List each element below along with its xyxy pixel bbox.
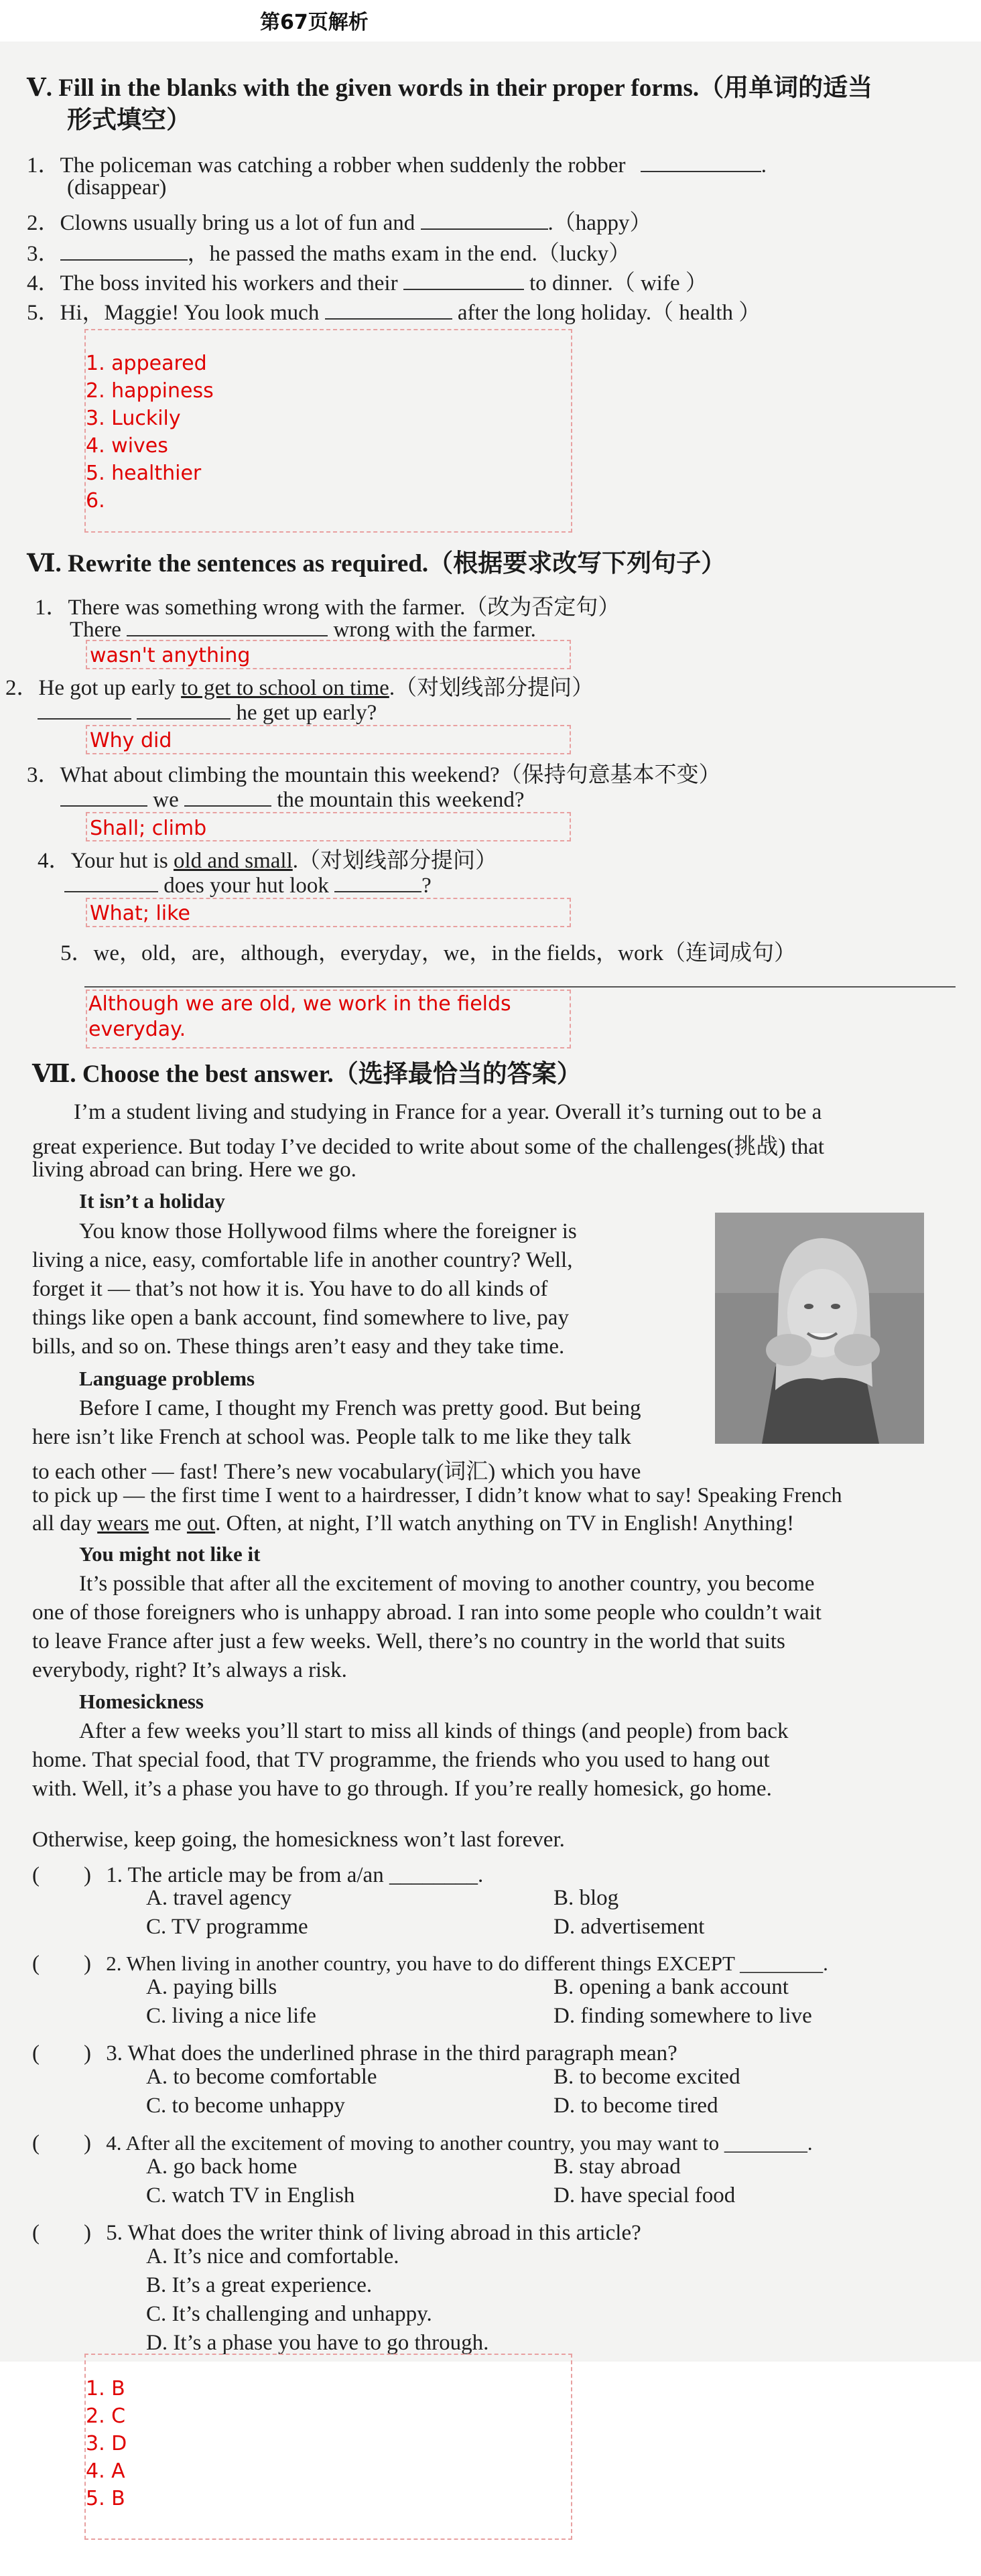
s6-answer-5-line-2: everyday. xyxy=(88,1018,186,1041)
s5-question-5 xyxy=(27,295,761,326)
s6-question-1: 1．There was something wrong with the farmer.（改为否定句） xyxy=(35,596,620,620)
reading-p2-line-1: Before I came, I thought my French was pretty good. But being xyxy=(79,1396,641,1420)
underlined-wears: wears xyxy=(97,1511,149,1536)
s5-q1-hint: (disappear) xyxy=(67,176,167,200)
s5-q1-blank xyxy=(641,153,761,172)
mc-q1-option-d: D. advertisement xyxy=(553,1915,705,1939)
s6-question-3: 3．What about climbing the mountain this weekend?（保持句意基本不变） xyxy=(27,763,721,787)
s5-q2-text: 2．Clowns usually bring us a lot of fun and xyxy=(27,211,415,235)
mc-q3-stem: 3. What does the underlined phrase in the third paragraph mean? xyxy=(106,2041,677,2065)
s7-answer-4: 4. A xyxy=(86,2459,125,2483)
reading-p1-line-1: You know those Hollywood films where the foreigner is xyxy=(79,1219,577,1243)
s7-answer-5: 5. B xyxy=(86,2487,125,2510)
s6-q4-prefix: 4．Your hut is xyxy=(38,849,174,873)
mc-q1-stem: 1. The article may be from a/an ________. xyxy=(106,1863,484,1887)
s6-question-2 xyxy=(5,670,594,701)
s5-answer-4: 4. wives xyxy=(86,434,168,458)
s5-q5-text: 5．Hi，Maggie! You look much xyxy=(27,301,320,325)
s6-answer-5 xyxy=(88,992,511,1042)
mc-q3-option-a: A. to become comfortable xyxy=(146,2065,377,2089)
reading-p1-line-3: forget it — that’s not how it is. You have to do all kinds of xyxy=(32,1277,548,1301)
mc-q2-paren: ( ) xyxy=(32,1952,91,1976)
s6-answer-4: What; like xyxy=(90,902,190,925)
reading-intro-line-1: I’m a student living and studying in France for a year. Overall it’s turning out to be a xyxy=(74,1100,822,1124)
mc-q4-paren: ( ) xyxy=(32,2131,91,2155)
reading-p1-line-4: things like open a bank account, find somewhere to live, pay xyxy=(32,1306,569,1330)
woman-photo xyxy=(715,1213,924,1444)
s6-answer-2: Why did xyxy=(90,729,172,752)
s6-q3-rest: the mountain this weekend? xyxy=(277,788,525,812)
reading-p2-line-5-c: . Often, at night, I’ll watch anything on TV in English! Anything! xyxy=(215,1511,795,1536)
s5-question-1: 1．The policeman was catching a robber when suddenly the robber . xyxy=(27,153,767,178)
s5-q1-text: 1．The policeman was catching a robber when suddenly the robber xyxy=(27,153,626,178)
s5-answer-5: 5. healthier xyxy=(86,462,202,485)
s7-answer-list xyxy=(86,2375,127,2512)
s5-answer-6: 6. xyxy=(86,489,105,513)
s6-q2-rest: he get up early? xyxy=(236,701,377,725)
s5-question-2 xyxy=(27,205,651,236)
underlined-out: out xyxy=(186,1511,216,1536)
reading-heading-homesickness: Homesickness xyxy=(79,1690,204,1713)
s5-q2-blank xyxy=(421,211,548,230)
reading-p4-line-3: with. Well, it’s a phase you have to go through. If you’re really homesick, go home. xyxy=(32,1777,772,1801)
reading-p2-line-5-b: me xyxy=(149,1511,187,1536)
s5-q4-blank xyxy=(403,271,524,290)
mc-q2-option-a: A. paying bills xyxy=(146,1975,277,1999)
reading-intro-line-3: living abroad can bring. Here we go. xyxy=(32,1158,356,1182)
mc-q5-option-a: A. It’s nice and comfortable. xyxy=(146,2244,399,2268)
s6-q2-answer-line xyxy=(38,701,377,726)
section-7-title: Ⅶ. Choose the best answer.（选择最恰当的答案） xyxy=(32,1061,582,1088)
s5-q4-hint: to dinner.（ wife ） xyxy=(529,271,708,295)
mc-q1-option-b: B. blog xyxy=(553,1886,619,1910)
mc-q4-stem: 4. After all the excitement of moving to another country, you may want to ________. xyxy=(106,2131,813,2155)
s6-q2-underlined: to get to school on time xyxy=(181,676,389,700)
s6-q3-blank-1 xyxy=(60,788,147,807)
s5-q5-hint: after the long holiday.（ health ） xyxy=(457,301,761,325)
mc-q5-option-c: C. It’s challenging and unhappy. xyxy=(146,2302,432,2326)
section-5-title-cont: 形式填空） xyxy=(67,107,191,134)
reading-p4-line-4: Otherwise, keep going, the homesickness won’t last forever. xyxy=(32,1828,565,1852)
reading-p3-line-3: to leave France after just a few weeks. Well, there’s no country in the world that suits xyxy=(32,1629,785,1653)
s6-q3-blank-2 xyxy=(184,788,271,807)
s7-answer-box xyxy=(84,2354,572,2540)
s7-answer-1: 1. B xyxy=(86,2377,125,2400)
s5-answer-2: 2. happiness xyxy=(86,379,214,403)
reading-p3-line-1: It’s possible that after all the excitement of moving to another country, you become xyxy=(79,1572,815,1596)
mc-q1-option-a: A. travel agency xyxy=(146,1886,292,1910)
mc-q2-option-d: D. finding somewhere to live xyxy=(553,2004,812,2028)
s5-q3-hint: ，he passed the maths exam in the end.（lucky） xyxy=(187,242,631,266)
s5-q4-text: 4．The boss invited his workers and their xyxy=(27,271,398,295)
s5-q3-text: 3． xyxy=(27,242,60,266)
reading-p3-line-4: everybody, right? It’s always a risk. xyxy=(32,1658,347,1682)
reading-p4-line-2: home. That special food, that TV programme, the friends who you used to hang out xyxy=(32,1748,770,1772)
s6-q2-suffix: .（对划线部分提问） xyxy=(389,676,594,700)
reading-p3-line-2: one of those foreigners who is unhappy abroad. I ran into some people who couldn’t wait xyxy=(32,1601,822,1625)
mc-question-3 xyxy=(32,2035,677,2067)
mc-q2-stem: 2. When living in another country, you have to do different things EXCEPT ________. xyxy=(106,1952,828,1975)
reading-p2-line-4: to pick up — the first time I went to a hairdresser, I didn’t know what to say! Speaking French xyxy=(32,1483,842,1507)
s6-q1-rest: wrong with the farmer. xyxy=(333,618,536,642)
woman-photo-illustration xyxy=(715,1213,924,1444)
s6-q4-blank-1 xyxy=(64,874,158,892)
reading-p2-line-5-a: all day xyxy=(32,1511,98,1536)
section-5-title: Ⅴ. Fill in the blanks with the given words in their proper forms.（用单词的适当 xyxy=(27,74,873,102)
mc-q4-option-d: D. have special food xyxy=(553,2183,736,2208)
reading-heading-holiday: It isn’t a holiday xyxy=(79,1189,225,1213)
s5-question-3 xyxy=(27,236,631,267)
s6-question-5: 5．we，old，are，although，everyday，we，in the fields，work（连词成句） xyxy=(60,941,796,965)
page-title: 第67页解析 xyxy=(260,11,369,34)
mc-q3-option-d: D. to become tired xyxy=(553,2094,718,2118)
s6-question-4 xyxy=(38,843,497,874)
s6-q2-prefix: 2．He got up early xyxy=(5,676,182,700)
s5-q5-blank xyxy=(325,301,452,320)
reading-p2-line-3: to each other — fast! There’s new vocabulary(词汇) which you have xyxy=(32,1460,641,1484)
mc-q3-option-b: B. to become excited xyxy=(553,2065,740,2089)
reading-p2-line-5 xyxy=(32,1511,794,1536)
mc-q4-option-b: B. stay abroad xyxy=(553,2155,681,2179)
mc-q5-stem: 5. What does the writer think of living abroad in this article? xyxy=(106,2221,641,2245)
mc-q1-paren: ( ) xyxy=(32,1863,91,1887)
mc-q4-option-a: A. go back home xyxy=(146,2155,298,2179)
s6-q4-blank-2 xyxy=(334,874,421,892)
reading-intro-line-2: great experience. But today I’ve decided to write about some of the challenges(挑战) that xyxy=(32,1135,825,1159)
mc-q1-option-c: C. TV programme xyxy=(146,1915,308,1939)
s6-q1-answer-line xyxy=(70,618,536,642)
s6-q4-underlined: old and small xyxy=(173,849,293,873)
reading-heading-language: Language problems xyxy=(79,1367,255,1390)
reading-p1-line-2: living a nice, easy, comfortable life in another country? Well, xyxy=(32,1248,573,1272)
s6-q3-answer-line xyxy=(60,788,525,813)
mc-q5-option-b: B. It’s a great experience. xyxy=(146,2273,373,2297)
s6-q4-answer-line xyxy=(64,874,432,898)
mc-q4-option-c: C. watch TV in English xyxy=(146,2183,355,2208)
mc-question-2 xyxy=(32,1946,828,1977)
s7-answer-2: 2. C xyxy=(86,2404,126,2428)
mc-q3-paren: ( ) xyxy=(32,2041,91,2065)
reading-p4-line-1: After a few weeks you’ll start to miss all kinds of things (and people) from back xyxy=(79,1719,789,1743)
s5-answer-3: 3. Luckily xyxy=(86,407,181,430)
mc-q2-option-c: C. living a nice life xyxy=(146,2004,316,2028)
s5-q3-blank xyxy=(60,242,188,261)
section-6-title: Ⅵ. Rewrite the sentences as required.（根据要求改写下列句子） xyxy=(27,550,726,578)
s6-q2-blank-2 xyxy=(137,701,231,720)
s6-q3-we: we xyxy=(153,788,179,812)
s7-answer-3: 3. D xyxy=(86,2432,127,2455)
mc-question-1 xyxy=(32,1857,483,1889)
s6-answer-5-line-1: Although we are old, we work in the fields xyxy=(88,992,511,1016)
s5-answer-list xyxy=(86,350,214,515)
s6-q5-answer-rule xyxy=(84,986,956,988)
s5-question-4 xyxy=(27,265,708,297)
mc-q2-option-b: B. opening a bank account xyxy=(553,1975,789,1999)
s5-q2-hint: .（happy） xyxy=(547,211,652,235)
reading-heading-might-not-like: You might not like it xyxy=(79,1542,261,1566)
s6-q4-rest: does your hut look xyxy=(164,874,329,898)
mc-q5-paren: ( ) xyxy=(32,2221,91,2245)
s6-q2-blank-1 xyxy=(38,701,131,720)
s6-q1-there: There xyxy=(70,618,121,642)
s6-q1-blank xyxy=(127,618,328,636)
mc-question-4 xyxy=(32,2125,813,2157)
s6-q4-suffix: .（对划线部分提问） xyxy=(292,849,498,873)
reading-p1-line-5: bills, and so on. These things aren’t easy and they take time. xyxy=(32,1335,565,1359)
mc-q3-option-c: C. to become unhappy xyxy=(146,2094,345,2118)
mc-question-5 xyxy=(32,2215,641,2246)
s6-q4-qmark: ? xyxy=(421,874,432,898)
reading-p2-line-2: here isn’t like French at school was. People talk to me like they talk xyxy=(32,1425,631,1449)
mc-q5-option-d: D. It’s a phase you have to go through. xyxy=(146,2331,489,2355)
s6-answer-3: Shall; climb xyxy=(90,817,207,840)
s5-answer-1: 1. appeared xyxy=(86,352,207,375)
s6-answer-1: wasn't anything xyxy=(90,644,251,667)
